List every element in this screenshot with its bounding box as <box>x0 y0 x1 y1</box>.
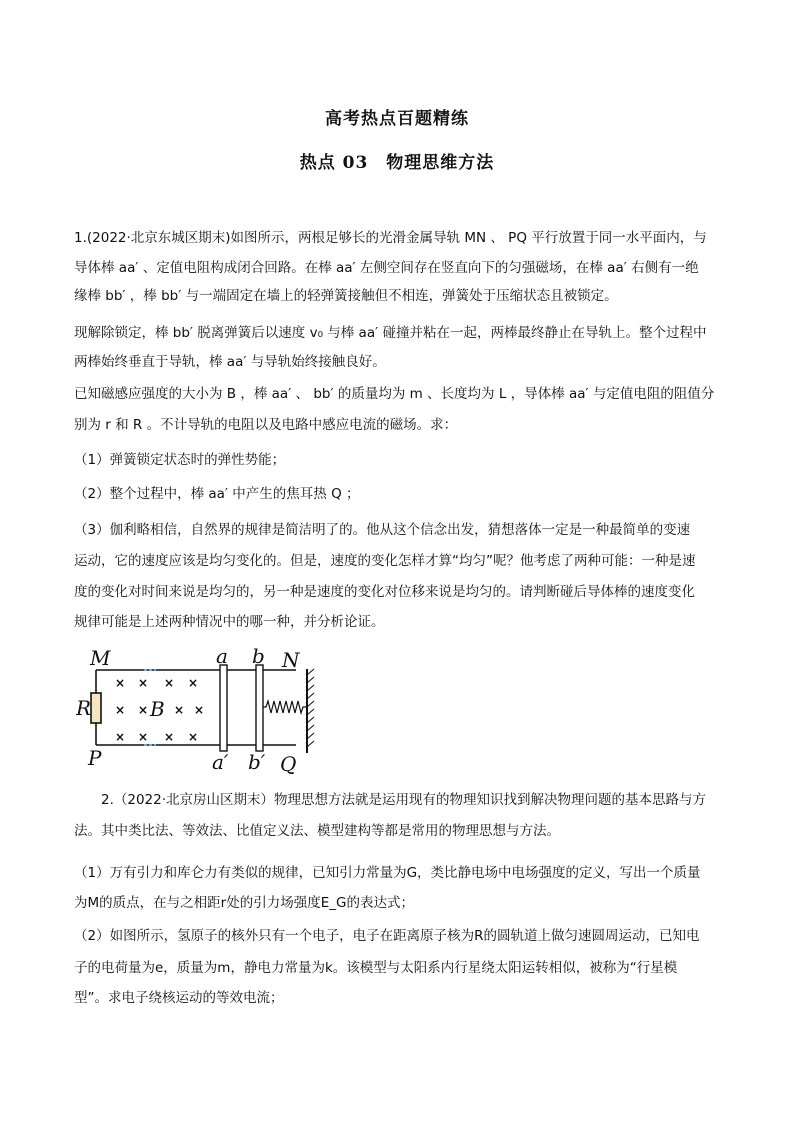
field-cross-mark: × <box>115 676 126 690</box>
spring <box>263 701 306 713</box>
q1-part-1: （1）弹簧锁定状态时的弹性势能； <box>74 452 286 468</box>
field-cross-mark: × <box>115 703 126 717</box>
q1-line-5: 两棒始终垂直于导轨，棒 aa′ 与导轨始终接触良好。 <box>74 354 386 370</box>
q1-part-3-line-4: 规律可能是上述两种情况中的哪一种，并分析论证。 <box>74 614 385 630</box>
q1-line-4: 现解除锁定，棒 bb′ 脱离弹簧后以速度 v₀ 与棒 aa′ 碰撞并粘在一起，两棒最终静止在导轨上。整个过程中 <box>74 325 707 341</box>
field-cross-mark: × <box>194 703 205 717</box>
label-b-prime: b′ <box>248 750 266 774</box>
field-cross-mark: × <box>188 730 199 744</box>
field-cross-mark: × <box>164 676 175 690</box>
field-cross-mark: × <box>174 703 185 717</box>
q1-part-3-line-3: 度的变化对时间来说是均匀的，另一种是速度的变化对位移来说是均匀的。请判断碰后导体棒的速度变化 <box>74 584 695 600</box>
q2-part-2-line-1: （2）如图所示，氢原子的核外只有一个电子，电子在距离原子核为R的圆轨道上做匀速圆周运动，已知电 <box>74 928 700 944</box>
resistor <box>91 693 101 723</box>
label-b-field: B <box>150 697 165 721</box>
label-q: Q <box>280 752 297 775</box>
field-cross-mark: × <box>138 730 149 744</box>
field-cross-mark: × <box>138 703 149 717</box>
q2-line-2: 法。其中类比法、等效法、比值定义法、模型建构等都是常用的物理思想与方法。 <box>74 823 560 839</box>
label-m: M <box>90 646 111 670</box>
field-cross-mark: × <box>138 676 149 690</box>
rod-bb-prime <box>256 665 263 751</box>
q2-part-1-line-2: 为M的质点，在与之相距r处的引力场强度E_G的表达式； <box>74 895 414 911</box>
label-a: a <box>216 645 228 668</box>
circuit-diagram <box>76 645 336 775</box>
label-r: R <box>76 696 92 720</box>
rod-aa-prime <box>220 665 227 751</box>
q1-line-1: 1.(2022·北京东城区期末)如图所示，两根足够长的光滑金属导轨 MN 、 PQ 平行放置于同一水平面内，与 <box>74 230 707 246</box>
q2-part-2-line-2: 子的电荷量为e，质量为m，静电力常量为k。该模型与太阳系内行星绕太阳运转相似，被称为“行星模 <box>74 960 678 976</box>
q2-line-1: 2.（2022·北京房山区期末）物理思想方法就是运用现有的物理知识找到解决物理问题的基本思路与方 <box>74 792 707 808</box>
q1-line-3: 缘棒 bb′ ，棒 bb′ 与一端固定在墙上的轻弹簧接触但不相连，弹簧处于压缩状态且被锁定。 <box>74 288 618 304</box>
label-b: b <box>252 645 265 668</box>
document-subtitle: 热点 03 物理思维方法 <box>299 153 495 173</box>
q1-line-2: 导体棒 aa′ 、定值电阻构成闭合回路。在棒 aa′ 左侧空间存在竖直向下的匀强磁场，在棒 aa′ 右侧有一绝 <box>74 260 699 276</box>
field-cross-mark: × <box>188 676 199 690</box>
q1-part-2: （2）整个过程中，棒 aa′ 中产生的焦耳热 Q ； <box>74 486 360 502</box>
field-cross-mark: × <box>164 730 175 744</box>
field-cross-mark: × <box>115 730 126 744</box>
label-p: P <box>88 746 102 770</box>
q1-part-3-line-1: （3）伽利略相信，自然界的规律是简洁明了的。他从这个信念出发，猜想落体一定是一种最简单的变速 <box>74 522 691 538</box>
q1-line-6: 已知磁感应强度的大小为 B ，棒 aa′ 、 bb′ 的质量均为 m 、长度均为 L ，导体棒 aa′ 与定值电阻的阻值分 <box>74 386 715 402</box>
q1-line-7: 别为 r 和 R 。不计导轨的电阻以及电路中感应电流的磁场。求： <box>74 417 458 433</box>
q2-part-1-line-1: （1）万有引力和库仑力有类似的规律，已知引力常量为G，类比静电场中电场强度的定义，写出一个质量 <box>74 865 701 881</box>
label-a-prime: a′ <box>212 750 229 774</box>
document-title: 高考热点百题精练 <box>325 109 469 129</box>
label-n: N <box>282 648 300 672</box>
q2-part-2-line-3: 型”。求电子绕核运动的等效电流； <box>74 990 284 1006</box>
q1-part-3-line-2: 运动，它的速度应该是均匀变化的。但是，速度的变化怎样才算“均匀”呢？他考虑了两种可能：一种是速 <box>74 553 696 569</box>
